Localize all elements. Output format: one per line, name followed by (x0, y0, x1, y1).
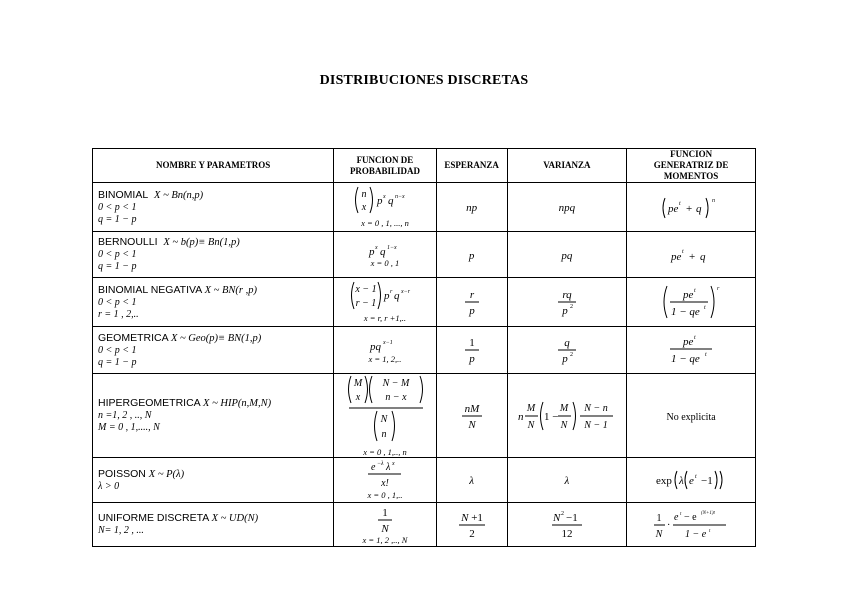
svg-text:2: 2 (468, 527, 475, 540)
svg-text:2: 2 (569, 304, 573, 310)
geometric-variance (555, 334, 579, 366)
name-cell (93, 183, 334, 232)
svg-text:−1: −1 (565, 511, 578, 524)
dist-notation: X ~ HIP(n,M,N) (203, 398, 272, 409)
svg-text:n: n (361, 189, 367, 200)
svg-text:t: t (694, 335, 696, 341)
dist-name: BINOMIAL NEGATIVA (98, 283, 202, 296)
negbinomial-pmf-formula (349, 281, 421, 313)
name-cell (93, 503, 334, 547)
table-row (93, 327, 756, 374)
dist-notation: X ~ Bn(n,p) (154, 189, 204, 201)
svg-text:t: t (695, 474, 697, 480)
svg-text:pe: pe (683, 336, 694, 348)
svg-text:p: p (562, 305, 568, 317)
svg-text:1 − qe: 1 − qe (671, 353, 700, 365)
negbinomial-mgf (661, 284, 721, 320)
pmf-cell (334, 458, 436, 503)
svg-text:q: q (393, 290, 400, 302)
svg-text:x−r: x−r (400, 289, 410, 295)
poisson-pmf-formula (365, 460, 405, 490)
uniform-mgf (653, 509, 729, 541)
dist-name: BINOMIAL (98, 188, 149, 201)
svg-text:n−x: n−x (394, 194, 405, 200)
svg-text:q: q (564, 337, 570, 349)
pmf-cell (334, 503, 436, 547)
variance-cell (507, 503, 627, 547)
mgf-cell (627, 232, 756, 278)
svg-text:N: N (655, 528, 663, 540)
svg-text:t: t (679, 201, 681, 207)
svg-text:− e: − e (684, 511, 697, 523)
svg-text:e: e (370, 462, 376, 473)
svg-text:pq: pq (369, 341, 381, 353)
svg-text:λ: λ (679, 475, 684, 487)
name-cell (93, 278, 334, 327)
poisson-mgf (655, 468, 727, 492)
binomial-mgf-formula (660, 194, 722, 220)
param-line: q = 1 − p (98, 261, 137, 272)
pmf-support: x = 0 , 1,.., n (363, 446, 407, 457)
variance-cell (507, 183, 627, 232)
svg-text:N − 1: N − 1 (584, 419, 608, 431)
svg-text:t: t (709, 528, 711, 534)
svg-text:e: e (689, 475, 694, 487)
svg-text:n: n (517, 410, 524, 423)
table-row (93, 232, 756, 278)
hypergeometric-mean (460, 400, 484, 432)
variance-cell (507, 278, 627, 327)
name-cell (93, 232, 334, 278)
name-cell (93, 327, 334, 374)
svg-text:n: n (712, 198, 716, 204)
bernoulli-mgf-formula (670, 246, 712, 264)
svg-text:r − 1: r − 1 (355, 298, 377, 309)
svg-text:q: q (700, 250, 706, 263)
geometric-pmf-formula (368, 336, 402, 354)
mean-cell (436, 458, 507, 503)
svg-text:M: M (526, 402, 536, 414)
hypergeometric-pmf-formula (347, 375, 423, 447)
mean-cell (436, 503, 507, 547)
svg-text:r: r (389, 289, 393, 295)
pmf-support: x = 0 , 1, ..., n (361, 218, 409, 228)
param-line: λ > 0 (98, 480, 120, 492)
dist-notation: X ~ BN(r ,p) (204, 284, 257, 296)
svg-text:N: N (380, 413, 388, 425)
param-line: n =1, 2 , .., N (98, 410, 152, 421)
uniform-variance (550, 509, 584, 541)
variance-cell (507, 327, 627, 374)
svg-text:e: e (674, 511, 679, 523)
variance-cell (507, 458, 627, 503)
param-line: r = 1 , 2,.. (98, 308, 139, 320)
dist-name: GEOMETRICA (98, 331, 169, 344)
svg-text:x−1: x−1 (382, 340, 393, 346)
svg-text:1: 1 (382, 506, 388, 519)
svg-text:p: p (383, 290, 390, 302)
svg-text:1 − e: 1 − e (685, 528, 707, 540)
svg-text:x!: x! (381, 478, 389, 489)
param-line: 0 < p < 1 (98, 344, 137, 356)
svg-text:exp: exp (656, 475, 672, 487)
table-row (93, 458, 756, 503)
dist-notation: X ~ UD(N) (211, 513, 259, 524)
svg-text:−1: −1 (701, 475, 713, 487)
svg-text:x: x (374, 244, 378, 251)
distributions-table (92, 148, 756, 547)
table-row (93, 503, 756, 547)
dist-notation: X ~ P(λ) (148, 468, 185, 480)
mean-value: p (468, 249, 475, 262)
svg-text:r: r (469, 289, 474, 301)
svg-text:p: p (376, 195, 383, 207)
bernoulli-pmf-formula (367, 242, 403, 258)
svg-text:x: x (361, 202, 367, 213)
svg-text:p: p (468, 305, 475, 317)
pmf-support: x = 0 , 1 (370, 257, 400, 268)
mean-cell (436, 327, 507, 374)
param-line: q = 1 − p (98, 213, 137, 225)
svg-text:λ: λ (385, 462, 391, 473)
param-line: M = 0 , 1,...., N (98, 422, 160, 433)
svg-text:·: · (667, 519, 671, 531)
param-line: 0 < p < 1 (98, 249, 137, 260)
mean-value: λ (469, 475, 474, 487)
svg-text:n − x: n − x (385, 391, 407, 403)
pmf-support: x = r, r +1,.. (363, 313, 407, 323)
mgf-cell (627, 503, 756, 547)
svg-text:2: 2 (560, 510, 564, 517)
svg-text:n: n (381, 428, 387, 440)
header-name: NOMBRE Y PARAMETROS (93, 149, 334, 183)
pmf-cell (334, 327, 436, 374)
svg-text:pe: pe (683, 289, 694, 301)
svg-text:N − M: N − M (382, 377, 410, 389)
svg-text:N: N (552, 511, 561, 524)
svg-text:x: x (382, 194, 386, 200)
svg-text:1: 1 (656, 512, 662, 524)
dist-name: UNIFORME DISCRETA (98, 512, 209, 524)
mgf-cell (627, 327, 756, 374)
mean-cell (436, 374, 507, 458)
svg-text:N: N (560, 419, 568, 431)
svg-text:nM: nM (464, 402, 479, 415)
svg-text:N − n: N − n (584, 402, 608, 414)
svg-text:t: t (680, 511, 682, 517)
pmf-cell (334, 374, 436, 458)
svg-text:N: N (381, 522, 389, 535)
variance-value: λ (564, 475, 570, 487)
svg-text:pe: pe (668, 203, 679, 215)
dist-name: POISSON (98, 467, 146, 480)
negbinomial-mean (462, 286, 482, 318)
svg-text:x: x (355, 391, 361, 403)
svg-text:(N+1)t: (N+1)t (701, 510, 716, 516)
header-variance: VARIANZA (507, 149, 627, 183)
svg-text:t: t (705, 352, 707, 358)
header-row (93, 149, 756, 183)
pmf-support: x = 0 , 1,.. (367, 490, 403, 500)
table-row (93, 374, 756, 458)
svg-text:N: N (527, 419, 535, 431)
svg-text:q: q (387, 195, 394, 207)
svg-text:1: 1 (468, 337, 475, 349)
name-cell (93, 458, 334, 503)
header-mgf: FUNCION GENERATRIZ DE MOMENTOS (627, 149, 756, 183)
variance-value: npq (558, 202, 576, 214)
negbinomial-variance (555, 286, 579, 318)
svg-text:rq: rq (562, 289, 572, 301)
svg-text:pe: pe (671, 250, 682, 263)
mgf-cell (627, 458, 756, 503)
pmf-support: x = 1, 2 ,.., N (362, 534, 408, 545)
mean-value: np (466, 202, 478, 214)
svg-text:1−x: 1−x (386, 244, 397, 251)
binomial-pmf-formula (350, 186, 420, 218)
svg-text:t: t (694, 288, 696, 294)
dist-notation: X ~ b(p)≡ Bn(1,p) (163, 237, 240, 248)
mgf-cell (627, 278, 756, 327)
pmf-support: x = 1, 2,.. (368, 354, 402, 364)
mean-cell (436, 278, 507, 327)
geometric-mgf (668, 333, 714, 367)
svg-text:+: + (689, 250, 696, 263)
mgf-cell (627, 374, 756, 458)
svg-text:M: M (353, 377, 363, 389)
mean-cell (436, 183, 507, 232)
page-title: DISTRIBUCIONES DISCRETAS (319, 73, 529, 88)
name-cell (93, 374, 334, 458)
svg-text:1 − qe: 1 − qe (671, 306, 700, 318)
svg-text:p: p (468, 353, 475, 365)
mgf-cell (627, 183, 756, 232)
variance-value: pq (561, 249, 573, 262)
dist-notation: X ~ Geo(p)≡ BN(1,p) (170, 332, 262, 344)
param-line: q = 1 − p (98, 356, 137, 368)
pmf-cell (334, 183, 436, 232)
table-row (93, 278, 756, 327)
geometric-mean (462, 334, 482, 366)
svg-text:N: N (467, 418, 476, 431)
param-line: 0 < p < 1 (98, 201, 137, 213)
dist-name: HIPERGEOMETRICA (98, 397, 201, 409)
mean-cell (436, 232, 507, 278)
svg-text:q: q (696, 203, 702, 215)
variance-cell (507, 232, 627, 278)
svg-text:−λ: −λ (376, 461, 384, 467)
svg-text:q: q (379, 245, 386, 258)
dist-name: BERNOULLI (98, 236, 158, 248)
svg-text:t: t (682, 248, 684, 255)
svg-text:12: 12 (561, 527, 573, 540)
svg-text:1 −: 1 − (543, 410, 559, 423)
mgf-text: No explicita (666, 411, 716, 423)
pmf-cell (334, 232, 436, 278)
svg-text:p: p (368, 245, 375, 258)
svg-text:+: + (686, 203, 693, 215)
uniform-mean (457, 509, 487, 541)
svg-text:r: r (717, 286, 720, 292)
svg-text:t: t (704, 305, 706, 311)
svg-text:M: M (559, 402, 569, 414)
uniform-pmf-formula (375, 505, 395, 535)
param-line: 0 < p < 1 (98, 296, 137, 308)
pmf-cell (334, 278, 436, 327)
header-mean: ESPERANZA (436, 149, 507, 183)
param-line: N= 1, 2 , ... (98, 525, 144, 536)
variance-cell (507, 374, 627, 458)
svg-text:x − 1: x − 1 (355, 284, 377, 295)
svg-text:2: 2 (569, 352, 573, 358)
table-row (93, 183, 756, 232)
svg-text:p: p (562, 353, 568, 365)
svg-text:N +1: N +1 (460, 511, 483, 524)
svg-text:x: x (391, 461, 395, 467)
hypergeometric-variance (517, 399, 617, 433)
header-pmf: FUNCION DE PROBABILIDAD (334, 149, 436, 183)
